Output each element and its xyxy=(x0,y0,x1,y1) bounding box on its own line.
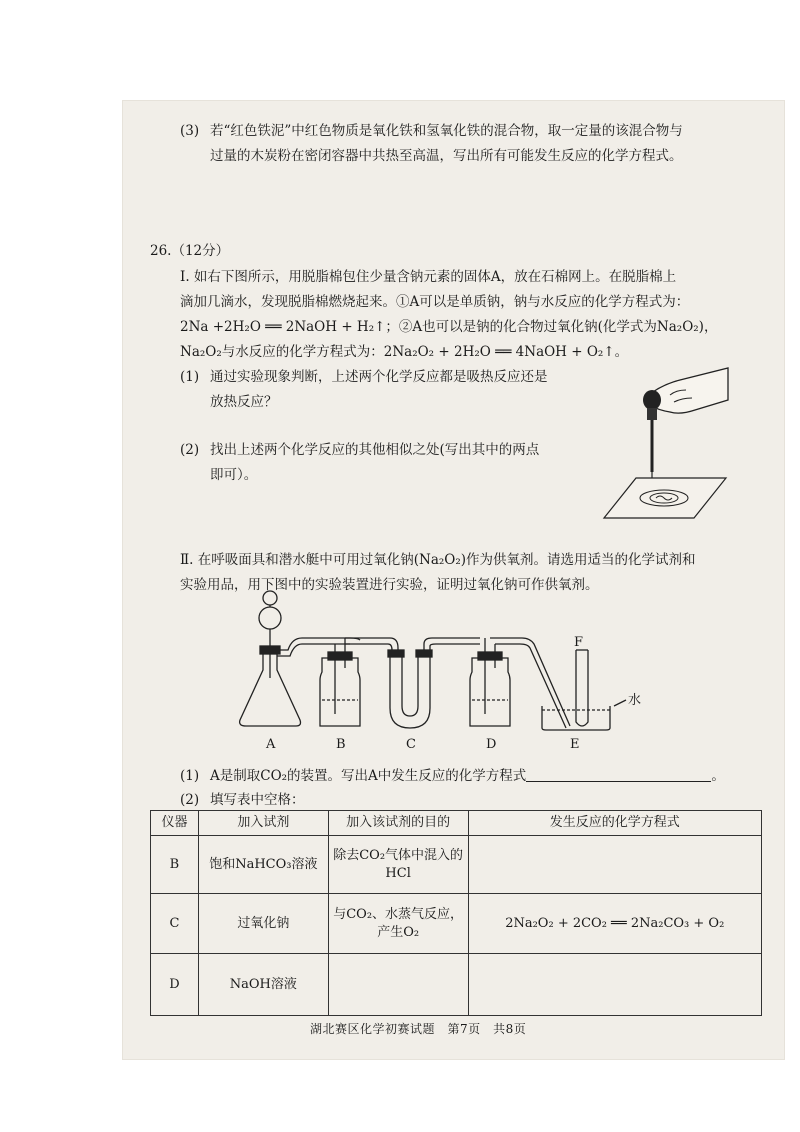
table-cell: C xyxy=(151,894,199,954)
label-d: D xyxy=(486,737,497,752)
q26-part2-q1-text: A是制取CO₂的装置。写出A中发生反应的化学方程式 xyxy=(210,768,527,784)
apparatus-d-bottle xyxy=(470,638,570,728)
table-cell: D xyxy=(151,954,199,1016)
label-a: A xyxy=(266,737,276,752)
table-cell-blank[interactable] xyxy=(468,954,761,1016)
table-cell: 与CO₂、水蒸气反应，产生O₂ xyxy=(328,894,468,954)
reagent-table xyxy=(150,810,762,1016)
answer-blank[interactable] xyxy=(526,769,711,782)
table-cell-blank[interactable] xyxy=(328,954,468,1016)
label-c: C xyxy=(406,737,416,752)
q25-3-line2: 过量的木炭粉在密闭容器中共热至高温，写出所有可能发生反应的化学方程式。 xyxy=(210,148,683,164)
label-e: E xyxy=(570,737,580,752)
table-cell-blank[interactable] xyxy=(468,836,761,894)
apparatus-c-utube xyxy=(388,638,480,728)
table-row xyxy=(151,954,762,1016)
table-row xyxy=(151,836,762,894)
q26-part1-line4: Na₂O₂与水反应的化学方程式为：2Na₂O₂ + 2H₂O ══ 4NaOH + O₂↑。 xyxy=(180,344,629,360)
q26-part1-line2: 滴加几滴水，发现脱脂棉燃烧起来。①A可以是单质钠，钠与水反应的化学方程式为： xyxy=(180,294,690,310)
q26-part1-q1-line2: 放热反应？ xyxy=(210,394,278,410)
label-water: 水 xyxy=(628,693,642,708)
q26-part2-line2: 实验用品，用下图中的实验装置进行实验，证明过氧化钠可作供氧剂。 xyxy=(180,577,599,593)
table-cell: 2Na₂O₂ + 2CO₂ ══ 2Na₂CO₃ + O₂ xyxy=(468,894,761,954)
q26-header: 26.（12分） xyxy=(150,243,230,259)
apparatus-diagram xyxy=(230,588,650,756)
q26-part2-q2-text: 填写表中空格： xyxy=(210,792,305,808)
table-header: 仪器 xyxy=(151,811,199,836)
q26-part1-line1: Ⅰ. 如右下图所示，用脱脂棉包住少量含钠元素的固体A，放在石棉网上。在脱脂棉上 xyxy=(180,269,677,285)
q26-part1-q1-line1: 通过实验现象判断，上述两个化学反应都是吸热反应还是 xyxy=(210,369,548,385)
q26-part1-q1-number: (1) xyxy=(180,369,200,385)
q26-part1-q2-line1: 找出上述两个化学反应的其他相似之处(写出其中的两点 xyxy=(210,442,540,458)
q25-3-number: (3) xyxy=(180,123,200,139)
q25-3-line1: 若“红色铁泥”中红色物质是氧化铁和氢氧化铁的混合物，取一定量的该混合物与 xyxy=(210,123,683,139)
table-cell: 过氧化钠 xyxy=(198,894,328,954)
q26-part2-line1: Ⅱ. 在呼吸面具和潜水艇中可用过氧化钠(Na₂O₂)作为供氧剂。请选用适当的化学试剂和 xyxy=(180,552,696,568)
q26-part2-q1-number: (1) xyxy=(180,768,200,784)
q26-part2-q2-number: (2) xyxy=(180,792,200,808)
page-footer: 湖北赛区化学初赛试题 第7页 共8页 xyxy=(310,1022,527,1036)
table-header: 加入试剂 xyxy=(198,811,328,836)
q26-part1-q2-number: (2) xyxy=(180,442,200,458)
table-cell: NaOH溶液 xyxy=(198,954,328,1016)
label-b: B xyxy=(336,737,346,752)
table-header-row xyxy=(151,811,762,836)
table-header: 加入该试剂的目的 xyxy=(328,811,468,836)
apparatus-b-bottle xyxy=(320,638,398,726)
label-f: F xyxy=(574,635,584,650)
hand-dropper-illustration xyxy=(600,360,730,525)
table-cell: 饱和NaHCO₃溶液 xyxy=(198,836,328,894)
table-row xyxy=(151,894,762,954)
q26-part2-q1-end: 。 xyxy=(711,768,725,784)
q26-part2-q1-row xyxy=(210,767,725,785)
table-header: 发生反应的化学方程式 xyxy=(468,811,761,836)
table-cell: 除去CO₂气体中混入的HCl xyxy=(328,836,468,894)
apparatus-f-testtube xyxy=(576,650,588,726)
q26-part1-q2-line2: 即可）。 xyxy=(210,467,258,483)
q26-part1-eq1: 2Na +2H₂O ══ 2NaOH + H₂↑；②A也可以是钠的化合物过氧化钠(化学式为Na₂O₂)， xyxy=(180,319,718,335)
table-cell: B xyxy=(151,836,199,894)
